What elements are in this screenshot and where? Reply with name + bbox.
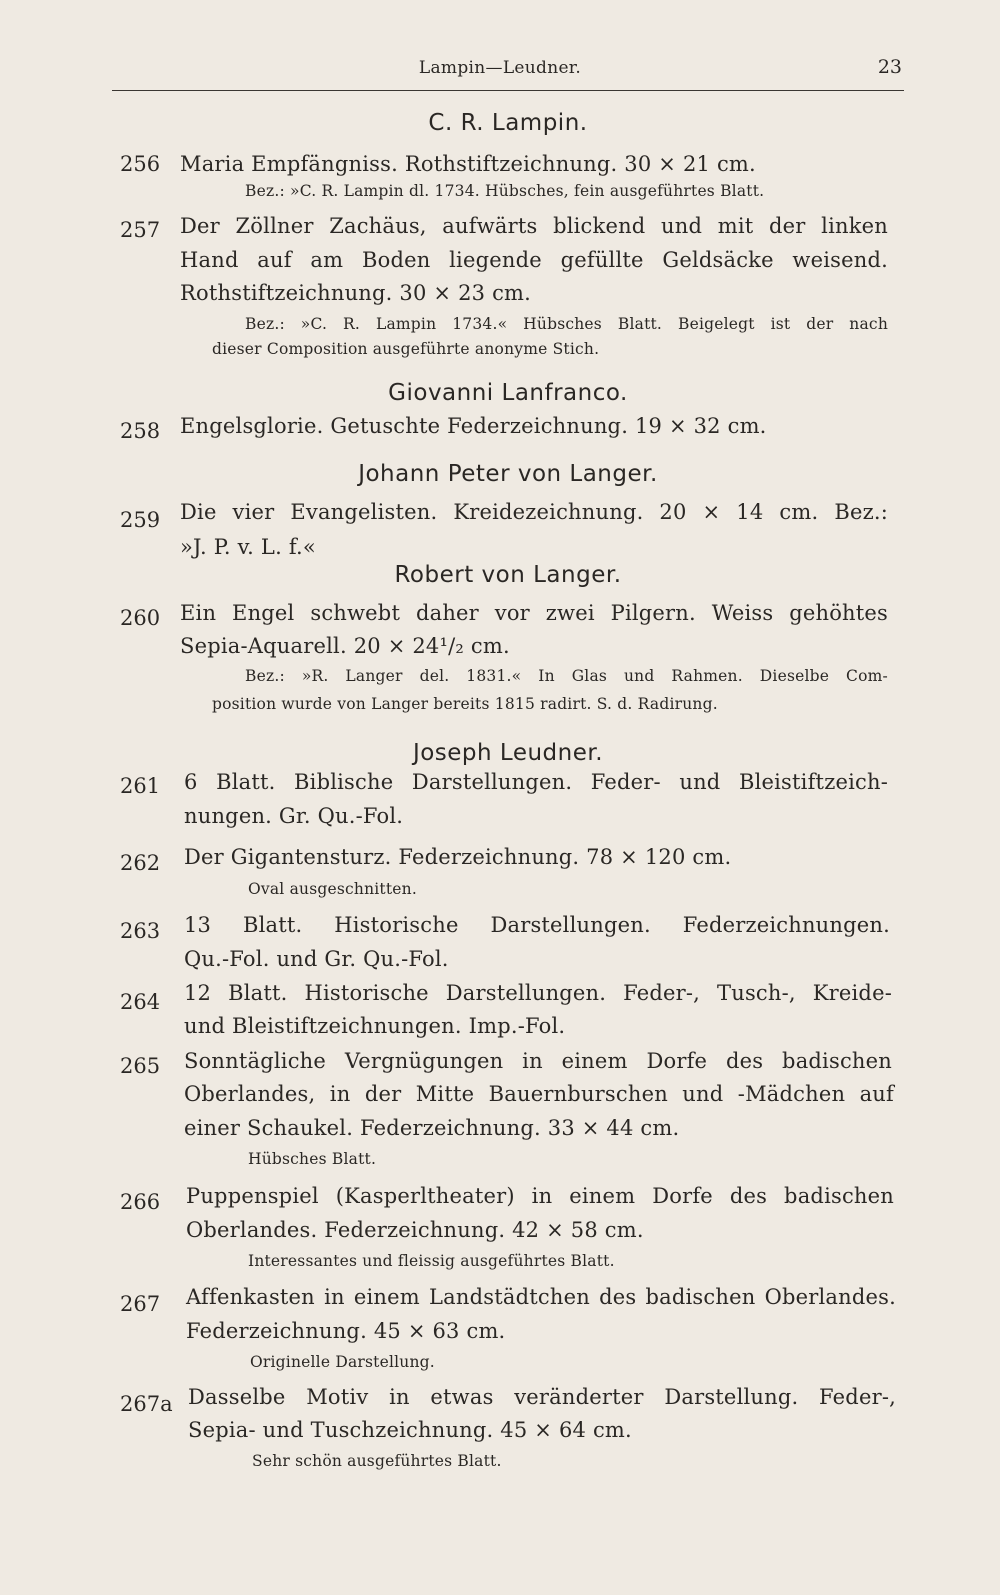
entry-257-note-2: dieser Composition ausgeführte anonyme Stich. (212, 340, 600, 358)
entry-264-line-2: und Bleistiftzeichnungen. Imp.-Fol. (184, 1014, 566, 1038)
entry-256-line-1: Maria Empfängniss. Rothstiftzeichnung. 30 × 21 cm. (180, 152, 756, 176)
artist-heading-j-langer: Johann Peter von Langer. (358, 461, 658, 487)
entry-number-259: 259 (120, 508, 161, 532)
entry-257-note-1: Bez.: »C. R. Lampin 1734.« Hübsches Blatt. Beigelegt ist der nach (245, 315, 888, 333)
entry-260-line-1: Ein Engel schwebt daher vor zwei Pilgern. Weiss gehöhtes (180, 601, 888, 625)
entry-number-264: 264 (120, 990, 161, 1014)
entry-259-line-2: »J. P. v. L. f.« (180, 535, 316, 559)
entry-266-note-1: Interessantes und fleissig ausgeführtes Blatt. (248, 1252, 615, 1270)
entry-number-267a: 267a (120, 1392, 173, 1416)
entry-265-line-1: Sonntägliche Vergnügungen in einem Dorfe des badischen (184, 1049, 892, 1073)
artist-heading-lampin: C. R. Lampin. (428, 110, 588, 136)
entry-258-line-1: Engelsglorie. Getuschte Federzeichnung. 19 × 32 cm. (180, 414, 767, 438)
entry-267-note-1: Originelle Darstellung. (250, 1353, 435, 1371)
entry-number-262: 262 (120, 851, 161, 875)
entry-260-note-1: Bez.: »R. Langer del. 1831.« In Glas und Rahmen. Dieselbe Com- (245, 667, 888, 685)
entry-267a-note-1: Sehr schön ausgeführtes Blatt. (252, 1452, 502, 1470)
entry-number-256: 256 (120, 152, 161, 176)
entry-264-line-1: 12 Blatt. Historische Darstellungen. Feder-, Tusch-, Kreide- (184, 981, 892, 1005)
entry-266-line-1: Puppenspiel (Kasperltheater) in einem Dorfe des badischen (186, 1184, 894, 1208)
entry-262-note-1: Oval ausgeschnitten. (248, 880, 417, 898)
artist-heading-r-langer: Robert von Langer. (394, 562, 622, 588)
entry-267-line-2: Federzeichnung. 45 × 63 cm. (186, 1319, 506, 1343)
entry-262-line-1: Der Gigantensturz. Federzeichnung. 78 × 120 cm. (184, 845, 732, 869)
artist-heading-lanfranco: Giovanni Lanfranco. (388, 380, 628, 406)
entry-number-265: 265 (120, 1054, 161, 1078)
entry-number-263: 263 (120, 919, 161, 943)
entry-261-line-2: nungen. Gr. Qu.-Fol. (184, 804, 404, 828)
entry-257-line-2: Hand auf am Boden liegende gefüllte Geldsäcke weisend. (180, 248, 888, 272)
entry-number-266: 266 (120, 1190, 161, 1214)
entry-265-line-3: einer Schaukel. Federzeichnung. 33 × 44 cm. (184, 1116, 680, 1140)
entry-267a-line-2: Sepia- und Tuschzeichnung. 45 × 64 cm. (188, 1418, 632, 1442)
entry-257-line-1: Der Zöllner Zachäus, aufwärts blickend und mit der linken (180, 214, 888, 238)
entry-263-line-1: 13 Blatt. Historische Darstellungen. Federzeichnungen. (184, 913, 890, 937)
entry-number-261: 261 (120, 774, 161, 798)
entry-267-line-1: Affenkasten in einem Landstädtchen des badischen Oberlandes. (186, 1285, 896, 1309)
entry-number-260: 260 (120, 606, 161, 630)
entry-266-line-2: Oberlandes. Federzeichnung. 42 × 58 cm. (186, 1218, 644, 1242)
entry-259-line-1: Die vier Evangelisten. Kreidezeichnung. 20 × 14 cm. Bez.: (180, 500, 888, 524)
entry-number-258: 258 (120, 419, 161, 443)
entry-256-note-1: Bez.: »C. R. Lampin dl. 1734. Hübsches, fein ausgeführtes Blatt. (245, 182, 765, 200)
entry-265-note-1: Hübsches Blatt. (248, 1150, 377, 1168)
entry-number-257: 257 (120, 218, 161, 242)
entry-267a-line-1: Dasselbe Motiv in etwas veränderter Darstellung. Feder-, (188, 1385, 896, 1409)
entry-265-line-2: Oberlandes, in der Mitte Bauernburschen und -Mädchen auf (184, 1082, 894, 1106)
entry-number-267: 267 (120, 1292, 161, 1316)
artist-heading-leudner: Joseph Leudner. (412, 740, 604, 766)
header-rule (112, 90, 904, 91)
page-number: 23 (877, 56, 902, 78)
running-title: Lampin—Leudner. (418, 58, 582, 78)
entry-263-line-2: Qu.-Fol. und Gr. Qu.-Fol. (184, 947, 449, 971)
entry-260-line-2: Sepia-Aquarell. 20 × 24¹/₂ cm. (180, 634, 510, 658)
entry-261-line-1: 6 Blatt. Biblische Darstellungen. Feder- und Bleistiftzeich- (184, 770, 888, 794)
entry-260-note-2: position wurde von Langer bereits 1815 radirt. S. d. Radirung. (212, 695, 718, 713)
entry-257-line-3: Rothstiftzeichnung. 30 × 23 cm. (180, 281, 532, 305)
